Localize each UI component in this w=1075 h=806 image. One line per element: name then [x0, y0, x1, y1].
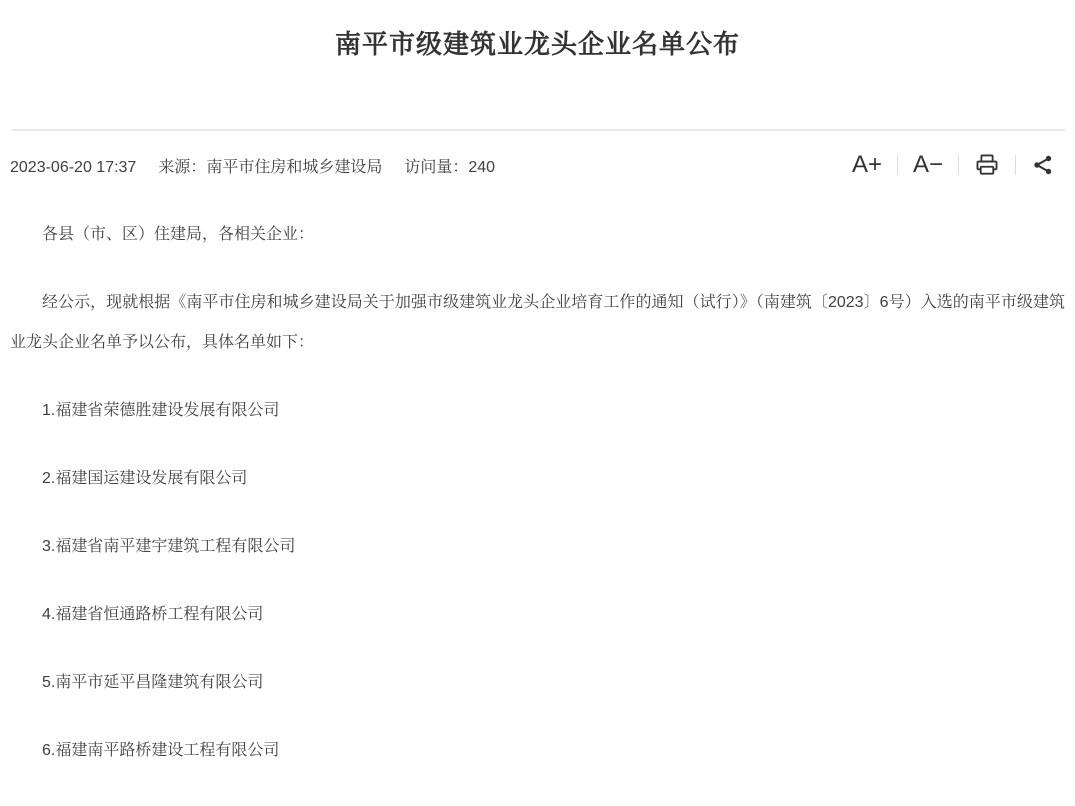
- intro-paragraph: 经公示，现就根据《南平市住房和城乡建设局关于加强市级建筑业龙头企业培育工作的通知（试行）》（南建筑〔2023〕6号）入选的南平市级建筑业龙头企业名单予以公布，具体名单如下：: [10, 294, 1065, 351]
- article-meta-bar: [0, 147, 1075, 183]
- article-body: [0, 215, 1075, 771]
- views-label: 访问量：: [404, 158, 469, 176]
- company-list-item: 4.福建省恒通路桥工程有限公司: [42, 606, 264, 623]
- company-list-item: 1.福建省荣德胜建设发展有限公司: [42, 402, 280, 419]
- company-list-item: 5.南平市延平昌隆建筑有限公司: [42, 674, 264, 691]
- share-button[interactable]: [1031, 153, 1055, 177]
- toolbar-divider: [1015, 155, 1016, 175]
- header-divider: [12, 129, 1065, 131]
- company-list-item: 6.福建南平路桥建设工程有限公司: [42, 742, 280, 759]
- toolbar-divider: [958, 155, 959, 175]
- views-count: 240: [468, 158, 496, 176]
- font-decrease-button[interactable]: A−: [912, 151, 943, 178]
- share-icon: [1031, 153, 1055, 177]
- print-button[interactable]: [974, 152, 1000, 178]
- article-page: [0, 24, 1075, 806]
- font-increase-button[interactable]: A+: [851, 151, 882, 178]
- salutation-paragraph: 各县（市、区）住建局，各相关企业：: [42, 226, 315, 243]
- company-list-item: 3.福建省南平建宇建筑工程有限公司: [42, 538, 296, 555]
- article-source: [158, 154, 382, 177]
- publish-datetime: 2023-06-20 17:37: [10, 158, 137, 176]
- article-meta-info: [10, 154, 495, 177]
- source-label: 来源：: [158, 158, 207, 176]
- toolbar-divider: [897, 155, 898, 175]
- printer-icon: [974, 152, 1000, 178]
- article-toolbar: [852, 152, 1055, 178]
- article-views: [404, 154, 495, 177]
- source-value: 南平市住房和城乡建设局: [206, 158, 383, 176]
- page-title: 南平市级建筑业龙头企业名单公布: [334, 29, 740, 59]
- company-list-item: 2.福建国运建设发展有限公司: [42, 470, 248, 487]
